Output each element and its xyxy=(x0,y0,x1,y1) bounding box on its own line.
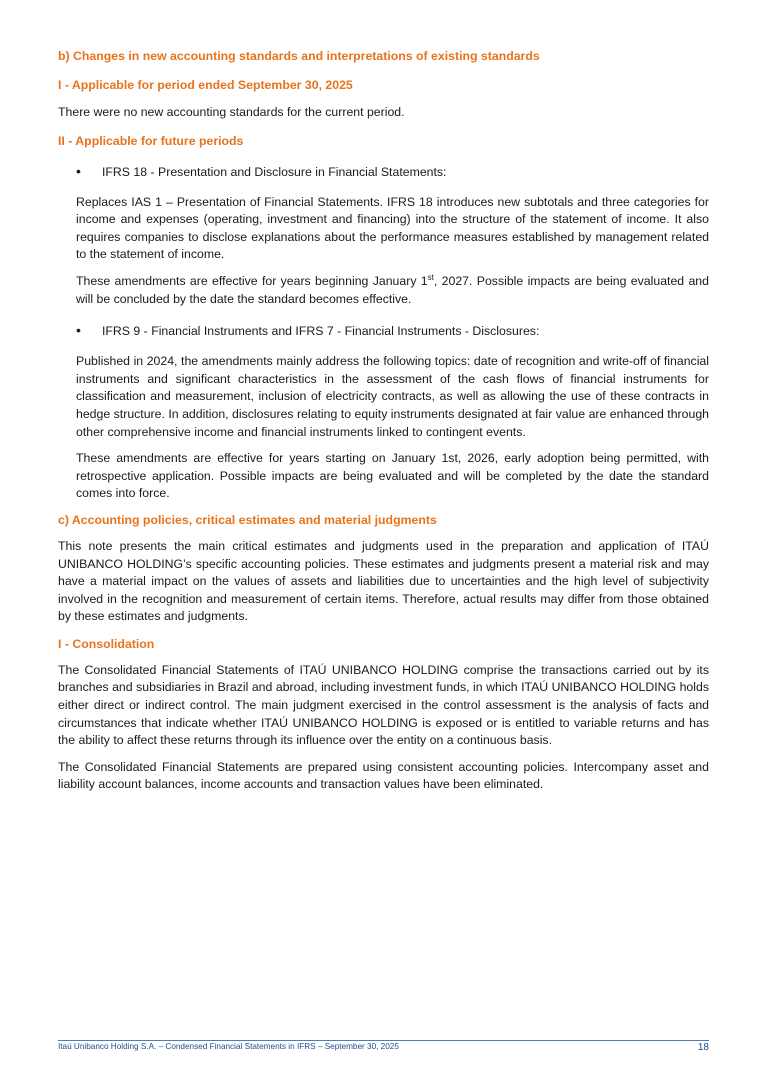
bullet-icon: • xyxy=(76,162,81,179)
period-subheading: I - Applicable for period ended September 30, 2025 xyxy=(58,78,353,92)
ifrs9-bullet xyxy=(76,323,709,340)
consolidation-paragraph-2: The Consolidated Financial Statements are prepared using consistent accounting policies. Intercompany asset and liability account balances, income accounts and transaction values have been eliminated. xyxy=(58,759,709,792)
ifrs9-paragraph-2: These amendments are effective for years starting on January 1st, 2026, early adoption being permitted, with retrospective application. Possible impacts are being evaluated and will be completed by the date the standard comes into force. xyxy=(76,451,709,501)
section-c-intro: This note presents the main critical estimates and judgments used in the preparation and application of ITAÚ UNIBANCO HOLDING’s specific accounting policies. These estimates and judgments present a material risk and may have a material impact on the values of assets and liabilities due to uncertainties and the high level of subjectivity involved in the recognition and measurement of certain items. Therefore, actual results may differ from those obtained by these estimates and judgments. xyxy=(58,538,709,624)
ifrs18-title: IFRS 18 - Presentation and Disclosure in Financial Statements: xyxy=(102,164,447,179)
ifrs18-paragraph-1: Replaces IAS 1 – Presentation of Financial Statements. IFRS 18 introduces new subtotals and three categories for income and expenses (operating, investment and financing) into the structure of the statement of income. It also requires companies to disclose explanations about the performance measures established by management related to the statement of income. xyxy=(76,194,709,262)
footer-document-title: Itaú Unibanco Holding S.A. – Condensed Financial Statements in IFRS – September 30, 2025 xyxy=(58,1042,399,1051)
no-new-standards-text: There were no new accounting standards for the current period. xyxy=(58,105,405,119)
ifrs18-paragraph-2: These amendments are effective for years beginning January 1st, 2027. Possible impacts are being evaluated and will be concluded by the date the standard becomes effective. xyxy=(76,272,709,306)
consolidation-subheading: I - Consolidation xyxy=(58,636,155,651)
document-page xyxy=(58,48,709,794)
page-number: 18 xyxy=(697,1042,709,1053)
footer-divider xyxy=(58,1040,709,1041)
section-c-heading: c) Accounting policies, critical estimates and material judgments xyxy=(58,512,437,527)
ifrs9-title: IFRS 9 - Financial Instruments and IFRS 7 - Financial Instruments - Disclosures: xyxy=(102,324,540,339)
bullet-icon: • xyxy=(76,322,81,339)
ifrs18-bullet xyxy=(76,164,709,181)
consolidation-paragraph-1: The Consolidated Financial Statements of ITAÚ UNIBANCO HOLDING comprise the transactions carried out by its branches and subsidiaries in Brazil and abroad, including investment funds, in which ITAÚ UNIBANCO HOLDING holds either direct or indirect control. The main judgment exercised in the control assessment is the analysis of facts and circumstances that indicate whether ITAÚ UNIBANCO HOLDING is exposed or is entitled to variable returns and has the ability to affect these returns through its influence over the entity on a continuous basis. xyxy=(58,662,709,748)
ifrs9-paragraph-1: Published in 2024, the amendments mainly address the following topics: date of recognition and write-off of financial instruments and significant characteristics in the assessment of the cash flows of financial instruments for classification and measurement, inclusion of electricity contracts, as well as allowing the use of these contracts in hedge structure. In addition, disclosures relating to equity instruments designated at fair value are enhanced through other comprehensive income and financial instruments linked to contingent events. xyxy=(76,354,709,439)
section-b-heading: b) Changes in new accounting standards and interpretations of existing standards xyxy=(58,49,540,63)
future-periods-subheading: II - Applicable for future periods xyxy=(58,133,244,148)
